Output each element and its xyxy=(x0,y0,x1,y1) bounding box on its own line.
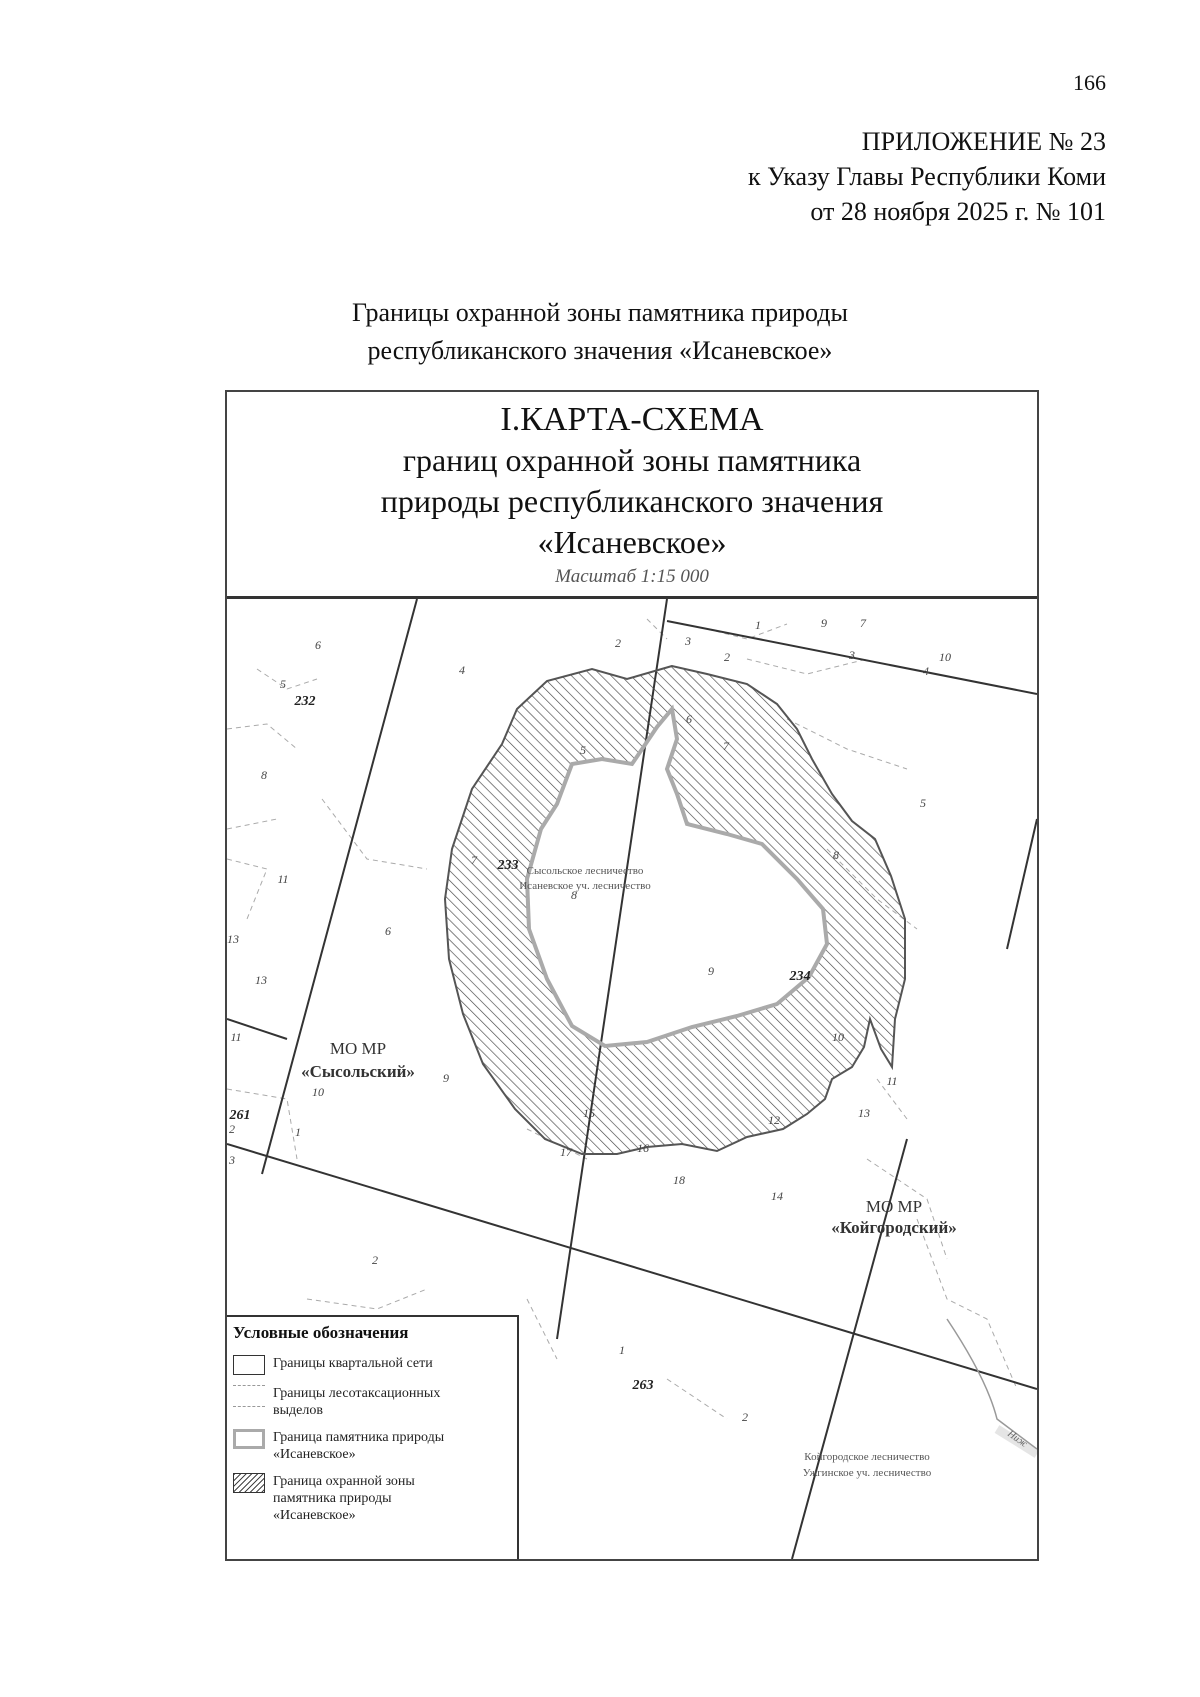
district-sysolsky-2: «Сысольский» xyxy=(301,1062,415,1081)
legend-label: Граница памятника природы «Исаневское» xyxy=(273,1430,445,1462)
allotment-number: 8 xyxy=(833,848,839,862)
allotment-number: 10 xyxy=(939,650,951,664)
protection-zone-swatch xyxy=(233,1473,265,1493)
allotment-number: 1 xyxy=(295,1125,301,1139)
forestry-sysolsk-1: Сысольское лесничество xyxy=(526,865,644,877)
legend-label: Граница охранной зоны памятника природы «Исаневское» xyxy=(273,1474,415,1523)
appendix-date: от 28 ноября 2025 г. № 101 xyxy=(810,197,1106,226)
road-label: Ниж xyxy=(1005,1428,1030,1450)
allotment-number: 5 xyxy=(580,743,586,757)
legend-item-protection-zone xyxy=(233,1473,511,1524)
legend-item-monument xyxy=(233,1429,511,1463)
forestry-koygorod-2: Ужгинское уч. лесничество xyxy=(802,1467,932,1479)
appendix-header xyxy=(506,124,1106,229)
quarter-234: 234 xyxy=(789,969,811,984)
map-legend xyxy=(227,1315,519,1559)
allotment-number: 11 xyxy=(886,1074,898,1088)
quarter-261: 261 xyxy=(229,1108,251,1123)
legend-item-allotments xyxy=(233,1385,511,1419)
allotment-number: 9 xyxy=(821,616,827,630)
allotment-number: 9 xyxy=(443,1071,449,1085)
allotment-number: 4 xyxy=(459,663,465,677)
allotment-number: 3 xyxy=(849,648,855,662)
allotment-number: 8 xyxy=(571,888,577,902)
map-subtitle-2: природы республиканского значения xyxy=(380,483,884,519)
allotment-number: 2 xyxy=(229,1122,235,1136)
allotment-number: 14 xyxy=(771,1189,783,1203)
map-subtitle-1: границ охранной зоны памятника xyxy=(402,442,862,478)
road xyxy=(947,1319,1037,1454)
allotment-number: 6 xyxy=(686,712,692,726)
quarter-233: 233 xyxy=(497,858,519,873)
legend-label: Границы лесотаксационных выделов xyxy=(273,1386,441,1418)
allotment-number: 7 xyxy=(723,739,729,753)
district-koygorodsky-1: МО МР xyxy=(865,1197,923,1216)
allotment-number: 3 xyxy=(685,634,691,648)
allotment-number: 5 xyxy=(920,796,926,810)
allotment-number: 13 xyxy=(255,973,267,987)
allotment-swatch xyxy=(233,1385,265,1407)
allotment-number: 6 xyxy=(315,638,321,652)
allotment-number: 11 xyxy=(277,872,289,886)
allotment-number: 4 xyxy=(923,664,929,678)
allotment-number: 16 xyxy=(637,1141,649,1155)
map-frame xyxy=(225,390,1039,1561)
allotment-number: 2 xyxy=(742,1410,748,1424)
allotment-number: 13 xyxy=(227,932,239,946)
appendix-number: ПРИЛОЖЕНИЕ № 23 xyxy=(861,127,1106,156)
allotment-number: 12 xyxy=(768,1113,780,1127)
allotment-number: 10 xyxy=(832,1030,844,1044)
allotment-number: 3 xyxy=(229,1153,235,1167)
page-number: 166 xyxy=(1073,70,1106,95)
map-title: I.КАРТА-СХЕМА xyxy=(500,401,764,438)
allotment-number: 11 xyxy=(230,1030,242,1044)
legend-item-quarter-grid xyxy=(233,1355,511,1375)
district-sysolsky-1: МО МР xyxy=(329,1039,387,1058)
allotment-number: 9 xyxy=(708,964,714,978)
allotment-number: 7 xyxy=(471,853,477,867)
monument-swatch xyxy=(233,1429,265,1449)
district-koygorodsky-2: «Койгородский» xyxy=(831,1218,957,1237)
allotment-number: 1 xyxy=(755,618,761,632)
forestry-koygorod-1: Койгородское лесничество xyxy=(804,1451,930,1463)
allotment-number: 15 xyxy=(583,1106,595,1120)
document-title-line-2: республиканского значения «Исаневское» xyxy=(367,336,833,365)
allotment-number: 17 xyxy=(560,1145,572,1159)
appendix-decree: к Указу Главы Республики Коми xyxy=(748,162,1106,191)
allotment-number: 2 xyxy=(615,636,621,650)
quarter-263: 263 xyxy=(632,1378,654,1393)
document-title-line-1: Границы охранной зоны памятника природы xyxy=(352,298,848,327)
map-scale: Масштаб 1:15 000 xyxy=(555,566,709,587)
allotment-number: 18 xyxy=(673,1173,685,1187)
allotment-number: 2 xyxy=(724,650,730,664)
allotment-number: 10 xyxy=(312,1085,324,1099)
forestry-sysolsk-2: Исаневское уч. лесничество xyxy=(519,880,651,892)
legend-label: Границы квартальной сети xyxy=(273,1356,433,1371)
map-subtitle-3: «Исаневское» xyxy=(537,524,727,560)
allotment-number: 7 xyxy=(860,616,866,630)
quarter-grid-swatch xyxy=(233,1355,265,1375)
allotment-number: 5 xyxy=(280,677,286,691)
document-title xyxy=(0,294,1200,370)
allotment-number: 1 xyxy=(619,1343,625,1357)
allotment-number: 13 xyxy=(858,1106,870,1120)
allotment-number: 2 xyxy=(372,1253,378,1267)
legend-title: Условные обозначения xyxy=(233,1323,409,1342)
quarter-232: 232 xyxy=(294,694,316,709)
map-header xyxy=(227,392,1037,599)
allotment-number: 6 xyxy=(385,924,391,938)
allotment-number: 8 xyxy=(261,768,267,782)
